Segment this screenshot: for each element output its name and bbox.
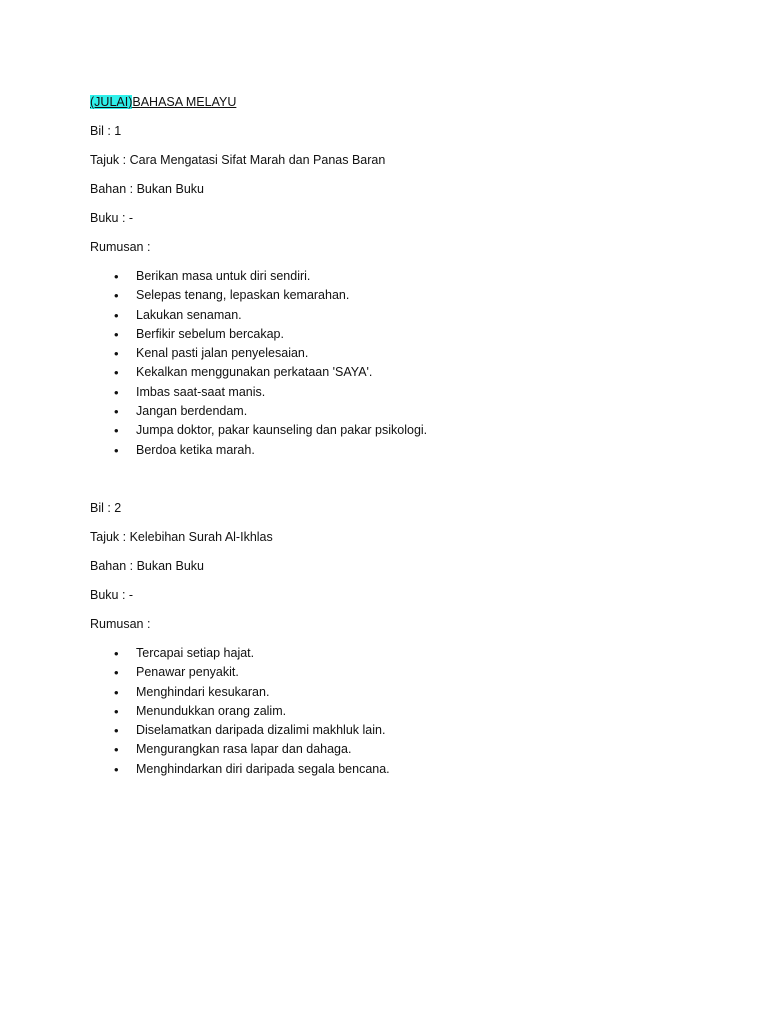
- bullet-icon: •: [114, 307, 119, 323]
- entry-summary-label: Rumusan :: [90, 240, 151, 254]
- list-item: • Berikan masa untuk diri sendiri.: [90, 267, 690, 286]
- bullet-icon: •: [114, 645, 119, 661]
- section-spacer: [90, 460, 690, 499]
- entry-topic: Tajuk : Kelebihan Surah Al-Ikhlas: [90, 529, 273, 544]
- entry-topic: Tajuk : Cara Mengatasi Sifat Marah dan Panas Baran: [90, 153, 386, 167]
- entry-book: Buku : -: [90, 587, 134, 602]
- list-item: • Tercapai setiap hajat.: [90, 644, 690, 663]
- list-item: • Kekalkan menggunakan perkataan 'SAYA'.: [90, 363, 690, 382]
- list-item: • Kenal pasti jalan penyelesaian.: [90, 344, 690, 363]
- entry-number: Bil : 2: [90, 500, 122, 515]
- bullet-icon: •: [114, 423, 119, 439]
- entry-2: [90, 499, 690, 779]
- list-item: • Imbas saat-saat manis.: [90, 383, 690, 402]
- entry-number: Bil : 1: [90, 124, 122, 138]
- list-item: • Berdoa ketika marah.: [90, 441, 690, 460]
- list-item: • Berfikir sebelum bercakap.: [90, 325, 690, 344]
- document-title: [90, 93, 690, 111]
- document-page: [90, 93, 690, 779]
- bullet-icon: •: [114, 326, 119, 342]
- entry-material: Bahan : Bukan Buku: [90, 182, 204, 196]
- month-tag: (JULAI): [90, 95, 133, 109]
- bullet-icon: •: [114, 384, 119, 400]
- entry-summary-label: Rumusan :: [90, 616, 151, 631]
- bullet-icon: •: [114, 703, 119, 719]
- entry-material: Bahan : Bukan Buku: [90, 558, 204, 573]
- bullet-icon: •: [114, 288, 119, 304]
- bullet-icon: •: [114, 442, 119, 458]
- list-item: • Diselamatkan daripada dizalimi makhluk lain.: [90, 721, 690, 740]
- list-item: • Selepas tenang, lepaskan kemarahan.: [90, 286, 690, 305]
- entry-book: Buku : -: [90, 211, 134, 225]
- subject-title: BAHASA MELAYU: [132, 95, 237, 109]
- list-item: • Penawar penyakit.: [90, 663, 690, 682]
- list-item: • Menghindarkan diri daripada segala bencana.: [90, 760, 690, 779]
- summary-list: [90, 267, 690, 460]
- summary-list: [90, 644, 690, 779]
- list-item: • Menundukkan orang zalim.: [90, 702, 690, 721]
- bullet-icon: •: [114, 761, 119, 777]
- list-item: • Jumpa doktor, pakar kaunseling dan pakar psikologi.: [90, 421, 690, 440]
- bullet-icon: •: [114, 723, 119, 739]
- bullet-icon: •: [114, 404, 119, 420]
- list-item: • Mengurangkan rasa lapar dan dahaga.: [90, 740, 690, 759]
- bullet-icon: •: [114, 665, 119, 681]
- list-item: • Jangan berdendam.: [90, 402, 690, 421]
- list-item: • Menghindari kesukaran.: [90, 683, 690, 702]
- list-item: • Lakukan senaman.: [90, 306, 690, 325]
- bullet-icon: •: [114, 684, 119, 700]
- entry-1: [90, 122, 690, 460]
- bullet-icon: •: [114, 742, 119, 758]
- bullet-icon: •: [114, 269, 119, 284]
- bullet-icon: •: [114, 346, 119, 362]
- bullet-icon: •: [114, 365, 119, 381]
